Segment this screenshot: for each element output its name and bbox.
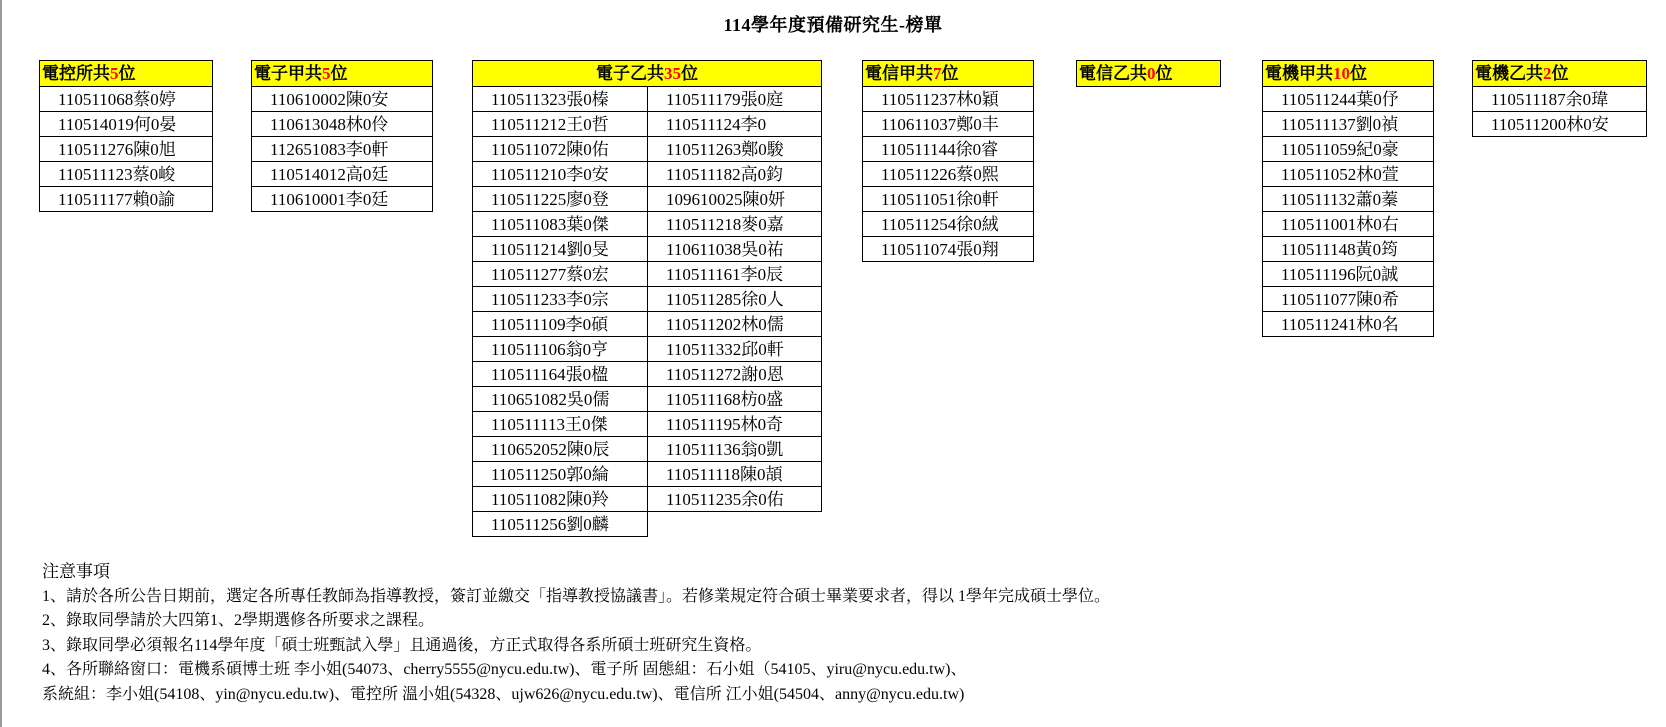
page-title: 114學年度預備研究生-榜單 <box>723 15 943 35</box>
student-entry: 110511148黃0筠 <box>1281 240 1399 259</box>
table-row <box>473 112 822 137</box>
table-row <box>252 162 432 187</box>
group-header <box>251 60 433 87</box>
table-row <box>863 187 1033 212</box>
group-prefix: 電機乙共 <box>1475 64 1543 83</box>
table-row <box>473 462 822 487</box>
table-row <box>252 87 432 112</box>
student-entry: 110511083葉0傑 <box>491 215 609 234</box>
student-entry: 110511218麥0嘉 <box>647 212 821 236</box>
table-row <box>473 387 822 412</box>
student-list <box>862 87 1034 262</box>
student-entry: 110511168枋0盛 <box>647 387 821 411</box>
table-row <box>473 337 822 362</box>
notes-heading: 注意事項 <box>42 562 110 581</box>
table-row <box>473 437 822 462</box>
table-row <box>1263 212 1433 237</box>
group-count: 10 <box>1333 64 1350 83</box>
group-suffix: 位 <box>330 64 348 83</box>
table-row <box>473 412 822 437</box>
group-prefix: 電子甲共 <box>254 64 322 83</box>
student-entry: 110511263鄭0駿 <box>647 137 821 161</box>
student-entry: 110511285徐0人 <box>647 287 821 311</box>
student-entry: 110511072陳0佑 <box>491 140 609 159</box>
student-entry: 110511196阮0誠 <box>1281 265 1399 284</box>
table-row <box>40 112 212 137</box>
table-row <box>1263 112 1433 137</box>
table-row <box>473 87 822 112</box>
table-row <box>1263 312 1433 337</box>
student-list <box>472 87 822 537</box>
student-entry: 110511118陳0頡 <box>647 462 821 486</box>
student-entry: 110511052林0萱 <box>1281 165 1399 184</box>
group-count: 7 <box>933 64 942 83</box>
group-dianji-a <box>1262 60 1434 337</box>
student-entry: 110511244葉0伃 <box>1281 90 1399 109</box>
note-item: 3、錄取同學必須報名114學年度「碩士班甄試入學」且通過後，方正式取得各系所碩士班研究生資格。 <box>42 636 762 654</box>
table-row <box>1473 112 1646 137</box>
table-row <box>1263 187 1433 212</box>
group-dianxin-a <box>862 60 1034 262</box>
table-row <box>40 187 212 212</box>
student-entry: 110511179張0庭 <box>647 87 821 111</box>
student-entry: 110511200林0安 <box>1491 115 1609 134</box>
table-row <box>1263 137 1433 162</box>
group-prefix: 電控所共 <box>42 64 110 83</box>
table-row <box>473 187 822 212</box>
table-row <box>473 137 822 162</box>
note-item: 2、錄取同學請於大四第1、2學期選修各所要求之課程。 <box>42 612 435 629</box>
table-row <box>1263 162 1433 187</box>
table-row <box>863 162 1033 187</box>
group-header <box>472 60 822 87</box>
group-count: 35 <box>664 64 681 83</box>
note-item: 1、請於各所公告日期前，選定各所專任教師為指導教授，簽訂並繳交「指導教授協議書」。若修業規定符合碩士畢業要求者，得以 1學年完成碩士學位。 <box>42 587 1111 605</box>
table-row <box>40 137 212 162</box>
student-entry: 110511123蔡0峻 <box>58 165 176 184</box>
student-entry: 110651082吳0儒 <box>491 390 610 409</box>
student-entry: 110511182高0鈞 <box>647 162 821 186</box>
student-entry: 110511177賴0諭 <box>58 190 176 209</box>
student-entry: 110511276陳0旭 <box>58 140 176 159</box>
table-row <box>863 112 1033 137</box>
student-entry: 110511210李0安 <box>491 165 609 184</box>
student-entry: 110511136翁0凱 <box>647 437 821 461</box>
student-entry: 110511132蕭0蓁 <box>1281 190 1399 209</box>
group-count: 2 <box>1543 64 1552 83</box>
table-row <box>1263 262 1433 287</box>
group-prefix: 電子乙共 <box>596 64 664 83</box>
table-row <box>473 237 822 262</box>
student-entry: 110514019何0晏 <box>58 115 177 134</box>
table-row <box>863 137 1033 162</box>
group-header <box>39 60 213 87</box>
table-row <box>863 87 1033 112</box>
student-entry: 110511077陳0希 <box>1281 290 1399 309</box>
table-row <box>473 162 822 187</box>
table-row <box>473 262 822 287</box>
group-prefix: 電信甲共 <box>865 64 933 83</box>
group-suffix: 位 <box>1551 64 1569 83</box>
table-row <box>40 162 212 187</box>
student-entry: 110511082陳0羚 <box>491 490 609 509</box>
notes-section <box>42 560 1110 707</box>
student-entry: 110511272謝0恩 <box>647 362 821 386</box>
group-suffix: 位 <box>118 64 136 83</box>
student-entry: 110511051徐0軒 <box>881 190 999 209</box>
group-suffix: 位 <box>1155 64 1173 83</box>
group-dianxin-b <box>1076 60 1221 87</box>
group-dianke <box>39 60 213 212</box>
group-count: 0 <box>1147 64 1156 83</box>
table-row <box>1263 287 1433 312</box>
table-row <box>40 87 212 112</box>
student-entry: 110511113王0傑 <box>491 415 608 434</box>
student-entry: 110511068蔡0婷 <box>58 90 176 109</box>
table-row <box>1473 87 1646 112</box>
student-entry: 110511250郭0綸 <box>491 465 609 484</box>
student-entry: 110511059紀0豪 <box>1281 140 1399 159</box>
group-suffix: 位 <box>1350 64 1367 83</box>
group-prefix: 電信乙共 <box>1079 64 1147 83</box>
student-entry: 110511106翁0亨 <box>491 340 609 359</box>
student-entry: 110511241林0名 <box>1281 315 1399 334</box>
student-entry: 110511161李0辰 <box>647 262 821 286</box>
group-prefix: 電機甲共 <box>1265 64 1333 83</box>
table-row <box>252 137 432 162</box>
table-row <box>863 237 1033 262</box>
student-entry: 110511226蔡0熙 <box>881 165 999 184</box>
student-entry: 112651083李0軒 <box>270 140 389 159</box>
student-entry: 110511256劉0麟 <box>473 512 648 537</box>
student-list <box>251 87 433 212</box>
group-suffix: 位 <box>681 64 698 83</box>
student-entry: 110610001李0廷 <box>270 190 389 209</box>
group-count: 5 <box>322 64 331 83</box>
student-entry: 110511254徐0絨 <box>881 215 999 234</box>
note-item: 系統組：李小姐(54108、yin@nycu.edu.tw)、電控所 溫小姐(54328、ujw626@nycu.edu.tw)、電信所 江小姐(54504、anny@nycu.edu.tw) <box>42 685 965 703</box>
table-row <box>473 312 822 337</box>
student-entry: 110511187余0瑋 <box>1491 90 1609 109</box>
student-entry: 110511202林0儒 <box>647 312 821 336</box>
student-list <box>1472 87 1647 137</box>
student-entry: 110511237林0穎 <box>881 90 999 109</box>
student-entry: 110511212王0哲 <box>491 115 609 134</box>
student-entry: 110611037鄭0丰 <box>881 115 999 134</box>
group-header <box>1076 60 1221 87</box>
table-row <box>473 487 822 512</box>
student-entry: 110511332邱0軒 <box>647 337 821 361</box>
group-suffix: 位 <box>941 64 959 83</box>
student-list <box>1262 87 1434 337</box>
group-dianzi-b <box>472 60 822 537</box>
page-left-border <box>0 0 2 727</box>
student-entry: 110652052陳0辰 <box>491 440 610 459</box>
student-entry: 110511144徐0睿 <box>881 140 999 159</box>
student-entry: 110511195林0奇 <box>647 412 821 436</box>
student-entry: 110511233李0宗 <box>491 290 609 309</box>
group-count: 5 <box>110 64 119 83</box>
table-row <box>473 287 822 312</box>
group-header <box>1262 60 1434 87</box>
student-entry: 110511001林0右 <box>1281 215 1399 234</box>
table-row <box>473 362 822 387</box>
note-item: 4、各所聯絡窗口：電機系碩博士班 李小姐(54073、cherry5555@nycu.edu.tw)、電子所 固態組：石小姐（54105、yiru@nycu.edu.tw)、 <box>42 661 967 678</box>
table-row <box>473 212 822 237</box>
group-dianzi-a <box>251 60 433 212</box>
student-list <box>39 87 213 212</box>
student-entry: 110511277蔡0宏 <box>491 265 609 284</box>
student-entry: 110511074張0翔 <box>881 240 999 259</box>
student-entry: 110610002陳0安 <box>270 90 389 109</box>
table-row <box>1263 87 1433 112</box>
student-entry: 109610025陳0妍 <box>647 187 821 211</box>
student-entry: 110511137劉0禎 <box>1281 115 1399 134</box>
table-row <box>252 112 432 137</box>
student-entry: 110511109李0碩 <box>491 315 609 334</box>
student-entry: 110514012高0廷 <box>270 165 389 184</box>
student-entry: 110511214劉0旻 <box>491 240 609 259</box>
group-header <box>862 60 1034 87</box>
group-header <box>1472 60 1647 87</box>
student-entry: 110511124李0 <box>647 112 821 136</box>
student-entry: 110511164張0楹 <box>491 365 609 384</box>
group-dianji-b <box>1472 60 1647 137</box>
student-entry: 110511225廖0登 <box>491 190 609 209</box>
student-entry: 110511323張0榛 <box>491 90 609 109</box>
student-entry: 110511235余0佑 <box>647 487 821 511</box>
student-entry: 110613048林0伶 <box>270 115 389 134</box>
student-entry: 110611038吳0祐 <box>647 237 821 261</box>
table-row <box>863 212 1033 237</box>
table-row <box>1263 237 1433 262</box>
table-row <box>473 512 822 537</box>
table-row <box>252 187 432 212</box>
